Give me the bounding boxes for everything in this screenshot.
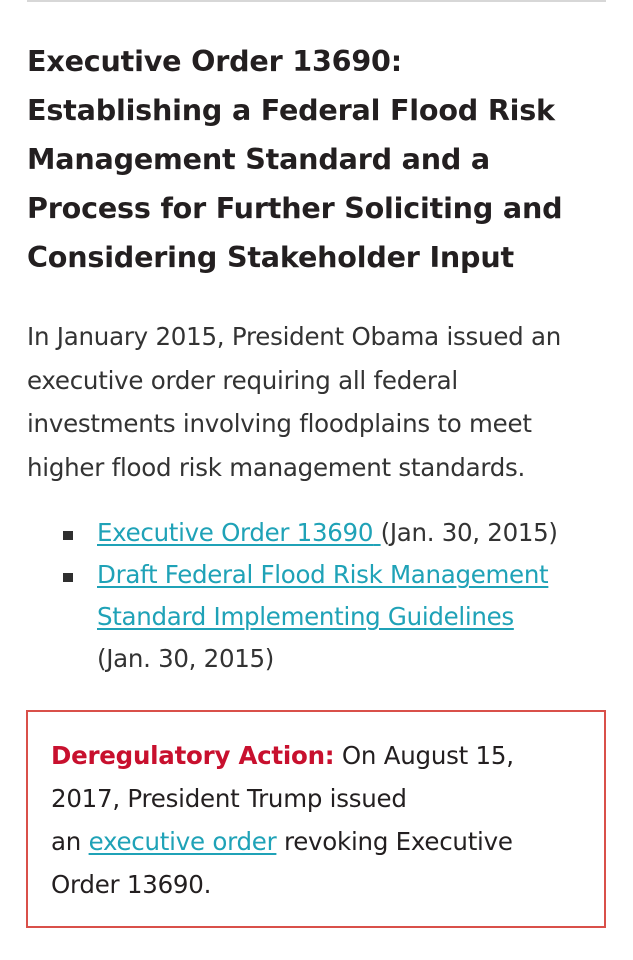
title-line: Executive Order 13690: — [27, 44, 402, 78]
link-date: (Jan. 30, 2015) — [97, 644, 275, 673]
notice-label: Deregulatory Action: — [51, 741, 335, 770]
title-line: Management Standard and a — [27, 142, 490, 176]
executive-order-13690-link[interactable] — [97, 518, 381, 547]
link-text: Draft Federal Flood Risk Management — [97, 560, 549, 589]
square-bullet-icon — [63, 531, 73, 540]
link-text: Executive Order 13690 — [97, 518, 374, 547]
notice-line-prefix: an — [51, 827, 89, 856]
page-title — [27, 37, 612, 282]
intro-line: higher flood risk management standards. — [27, 452, 526, 482]
square-bullet-icon — [63, 573, 73, 582]
intro-paragraph — [27, 315, 612, 489]
draft-guidelines-link[interactable] — [97, 560, 548, 631]
title-line: Establishing a Federal Flood Risk — [27, 93, 555, 127]
list-item — [56, 512, 601, 554]
top-divider — [27, 0, 606, 2]
notice-text — [51, 734, 576, 906]
notice-line-suffix: revoking Executive — [276, 827, 513, 856]
link-text: Standard Implementing Guidelines — [97, 602, 514, 631]
deregulatory-action-notice — [26, 710, 606, 928]
related-links-list — [56, 512, 601, 680]
notice-line: On August 15, — [334, 741, 514, 770]
link-date: (Jan. 30, 2015) — [380, 518, 558, 547]
list-item — [56, 554, 601, 680]
notice-line: Order 13690. — [51, 870, 212, 899]
notice-line: 2017, President Trump issued — [51, 784, 407, 813]
title-line: Considering Stakeholder Input — [27, 240, 514, 274]
intro-line: In January 2015, President Obama issued an — [27, 322, 562, 351]
intro-line: investments involving floodplains to meet — [27, 409, 532, 438]
title-line: Process for Further Soliciting and — [27, 191, 563, 225]
executive-order-link[interactable]: executive order — [88, 827, 277, 856]
intro-line: executive order requiring all federal — [27, 365, 458, 395]
